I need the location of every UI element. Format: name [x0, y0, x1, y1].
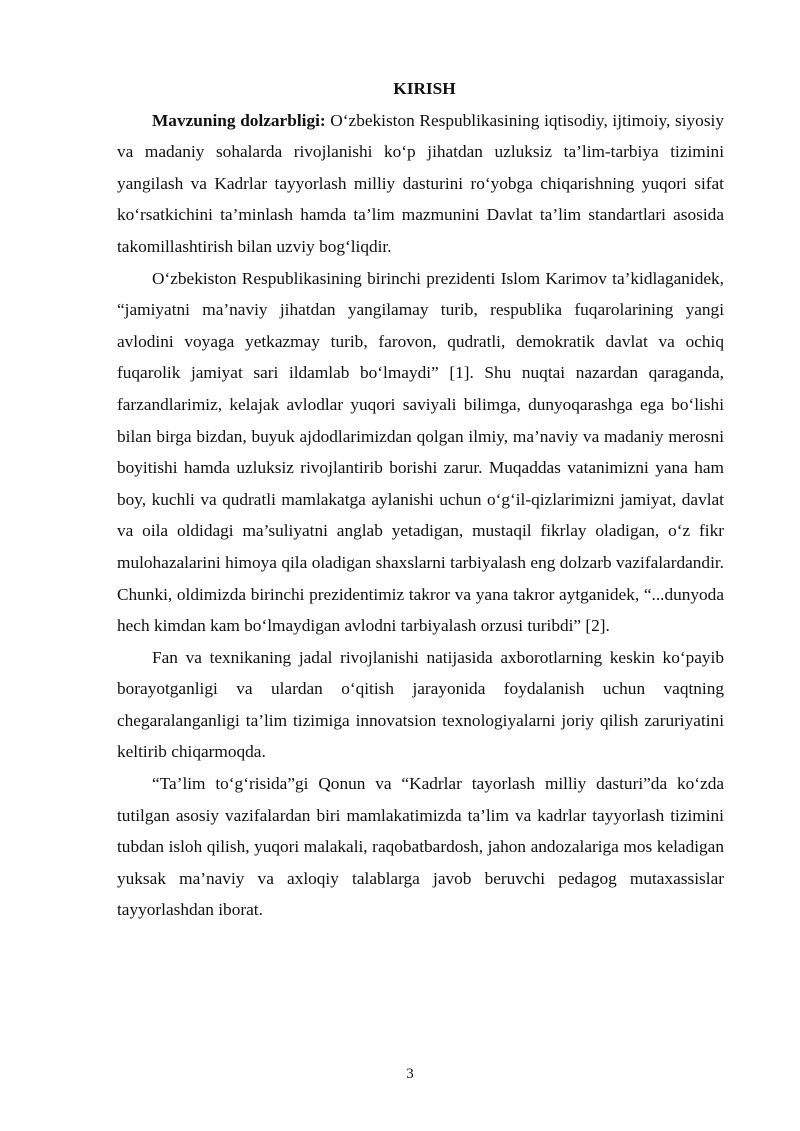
paragraph-karimov-quote: O‘zbekiston Respublikasining birinchi prezidenti Islom Karimov ta’kidlaganidek, “jamiyatni ma’naviy jihatdan yangilamay turib, respublika fuqarolarining yangi avlodini voyaga yetkazmay turib, farovon, qudratli, demokratik davlat va ochiq fuqarolik jamiyat sari ildamlab bo‘lmaydi” [1]. Shu nuqtai nazardan qaraganda, farzandlarimiz, kelajak avlodlar yuqori saviyali bilimga, dunyoqarashga ega bo‘lishi bilan birga bizdan, buyuk ajdodlarimizdan qolgan ilmiy, ma’naviy va madaniy merosni boyitishi hamda uzluksiz rivojlantirib borishi zarur. Muqaddas vatanimizni yana ham boy, kuchli va qudratli mamlakatga aylanishi uchun o‘g‘il-qizlarimizni jamiyat, davlat va oila oldidagi ma’suliyatni anglab yetadigan, mustaqil fikrlay oladigan, o‘z fikr mulohazalarini himoya qila oladigan shaxslarni tarbiyalash eng dolzarb vazifalardandir. Chunki, oldimizda birinchi prezidentimiz takror va yana takror aytganidek, “...dunyoda hech kimdan kam bo‘lmaydigan avlodni tarbiyalash orzusi turibdi” [2]. [117, 268, 724, 636]
paragraph-education-law: “Ta’lim to‘g‘risida”gi Qonun va “Kadrlar tayorlash milliy dasturi”da ko‘zda tutilgan asosiy vazifalardan biri mamlakatimizda ta’lim va kadrlar tayyorlash tizimini tubdan isloh qilish, yuqori malakali, raqobatbardosh, jahon andozalariga mos keladigan yuksak ma’naviy va axloqiy talablarga javob beruvchi pedagog mutaxassislar tayyorlashdan iborat. [117, 774, 724, 920]
section-title: KIRISH [393, 79, 456, 98]
paragraph-lead: Mavzuning dolzarbligi: [152, 110, 326, 130]
paragraph-relevance [117, 105, 724, 263]
page-content [117, 73, 724, 926]
paragraph-text: O‘zbekiston Respublikasining iqtisodiy, ijtimoiy, siyosiy va madaniy sohalarda rivojlanishi ko‘p jihatdan uzluksiz ta’lim-tarbiya tizimini yangilash va Kadrlar tayyorlash milliy dasturini ro‘yobga chiqarishning yuqori sifat ko‘rsatkichini ta’minlash hamda ta’lim mazmunini Davlat ta’lim standartlari asosida takomillashtirish bilan uzviy bog‘liqdir. [117, 110, 724, 256]
page-number: 3 [406, 1066, 414, 1082]
paragraph-technology: Fan va texnikaning jadal rivojlanishi natijasida axborotlarning keskin ko‘payib borayotganligi va ulardan o‘qitish jarayonida foydalanish uchun vaqtning chegaralanganligi ta’lim tizimiga innovatsion texnologiyalarni joriy qilish zaruriyatini keltirib chiqarmoqda. [117, 647, 724, 762]
